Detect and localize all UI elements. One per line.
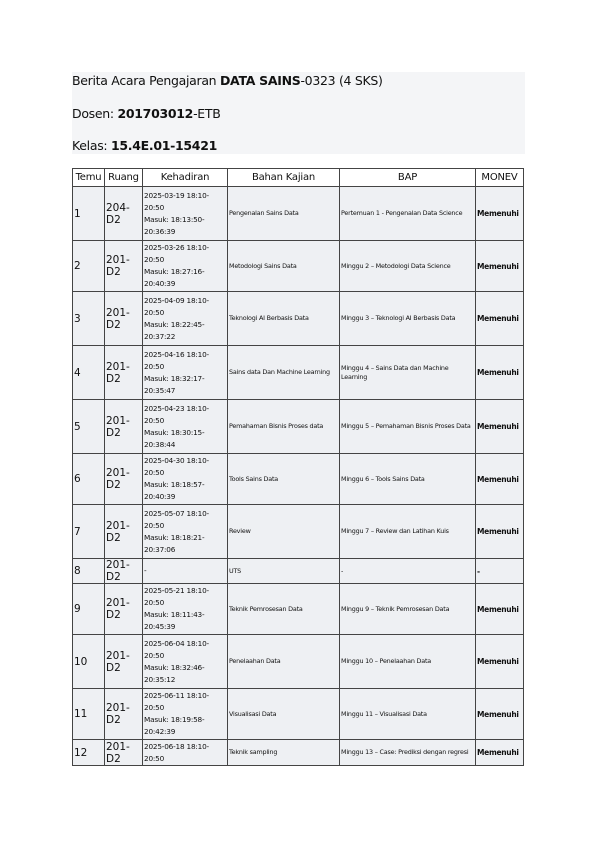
cell-temu: 11 bbox=[73, 689, 105, 740]
dosen-label: Dosen: bbox=[72, 106, 118, 121]
cell-bahan-kajian: Pengenalan Sains Data bbox=[228, 187, 340, 241]
table-header bbox=[73, 169, 524, 187]
cell-ruang: 201-D2 bbox=[105, 740, 143, 766]
cell-ruang: 201-D2 bbox=[105, 454, 143, 505]
cell-monev: Memenuhi bbox=[476, 635, 524, 689]
cell-temu: 3 bbox=[73, 292, 105, 346]
cell-ruang: 201-D2 bbox=[105, 635, 143, 689]
table-row bbox=[73, 689, 524, 740]
cell-kehadiran: - bbox=[143, 559, 228, 584]
document-title bbox=[72, 73, 383, 89]
cell-bap: - bbox=[340, 559, 476, 584]
table-row bbox=[73, 292, 524, 346]
course-name: DATA SAINS bbox=[219, 73, 301, 88]
table-row bbox=[73, 559, 524, 584]
cell-bap: Minggu 6 – Tools Sains Data bbox=[340, 454, 476, 505]
table-row bbox=[73, 635, 524, 689]
dosen-id: 201703012 bbox=[117, 106, 194, 121]
cell-ruang: 201-D2 bbox=[105, 505, 143, 559]
cell-bahan-kajian: Pemahaman Bisnis Proses data bbox=[228, 400, 340, 454]
cell-bap: Minggu 5 – Pemahaman Bisnis Proses Data bbox=[340, 400, 476, 454]
cell-kehadiran: 2025-06-04 18:10-20:50 Masuk: 18:32:46-20:35:12 bbox=[143, 635, 228, 689]
cell-kehadiran: 2025-04-16 18:10-20:50 Masuk: 18:32:17-20:35:47 bbox=[143, 346, 228, 400]
cell-temu: 2 bbox=[73, 241, 105, 292]
cell-bahan-kajian: Penelaahan Data bbox=[228, 635, 340, 689]
cell-temu: 5 bbox=[73, 400, 105, 454]
cell-monev: Memenuhi bbox=[476, 584, 524, 635]
cell-bahan-kajian: UTS bbox=[228, 559, 340, 584]
cell-ruang: 201-D2 bbox=[105, 241, 143, 292]
col-monev: MONEV bbox=[476, 169, 524, 187]
table-row bbox=[73, 241, 524, 292]
bap-table bbox=[72, 168, 524, 766]
dosen-line bbox=[72, 106, 220, 122]
cell-bahan-kajian: Visualisasi Data bbox=[228, 689, 340, 740]
table-row bbox=[73, 584, 524, 635]
table-row bbox=[73, 740, 524, 766]
cell-bahan-kajian: Teknologi AI Berbasis Data bbox=[228, 292, 340, 346]
cell-ruang: 201-D2 bbox=[105, 400, 143, 454]
col-bahan-kajian: Bahan Kajian bbox=[228, 169, 340, 187]
course-code-sks: -0323 (4 SKS) bbox=[300, 73, 383, 88]
cell-bap: Minggu 7 – Review dan Latihan Kuis bbox=[340, 505, 476, 559]
cell-kehadiran: 2025-04-09 18:10-20:50 Masuk: 18:22:45-20:37:22 bbox=[143, 292, 228, 346]
cell-bahan-kajian: Tools Sains Data bbox=[228, 454, 340, 505]
cell-ruang: 204-D2 bbox=[105, 187, 143, 241]
cell-bap: Pertemuan 1 - Pengenalan Data Science bbox=[340, 187, 476, 241]
cell-bap: Minggu 4 – Sains Data dan Machine Learning bbox=[340, 346, 476, 400]
table-row bbox=[73, 187, 524, 241]
cell-monev: Memenuhi bbox=[476, 292, 524, 346]
cell-bahan-kajian: Review bbox=[228, 505, 340, 559]
cell-monev: Memenuhi bbox=[476, 346, 524, 400]
cell-monev: Memenuhi bbox=[476, 505, 524, 559]
cell-bap: Minggu 11 – Visualisasi Data bbox=[340, 689, 476, 740]
cell-bap: Minggu 10 – Penelaahan Data bbox=[340, 635, 476, 689]
cell-ruang: 201-D2 bbox=[105, 559, 143, 584]
cell-temu: 7 bbox=[73, 505, 105, 559]
table-row bbox=[73, 505, 524, 559]
cell-ruang: 201-D2 bbox=[105, 292, 143, 346]
cell-kehadiran: 2025-03-19 18:10-20:50 Masuk: 18:13:50-20:36:39 bbox=[143, 187, 228, 241]
cell-monev: - bbox=[476, 559, 524, 584]
kelas-value: 15.4E.01-15421 bbox=[111, 138, 217, 153]
cell-monev: Memenuhi bbox=[476, 689, 524, 740]
cell-kehadiran: 2025-03-26 18:10-20:50 Masuk: 18:27:16-20:40:39 bbox=[143, 241, 228, 292]
cell-temu: 12 bbox=[73, 740, 105, 766]
table-row bbox=[73, 400, 524, 454]
kelas-label: Kelas: bbox=[72, 138, 111, 153]
col-ruang: Ruang bbox=[105, 169, 143, 187]
cell-monev: Memenuhi bbox=[476, 740, 524, 766]
header-row bbox=[73, 169, 524, 187]
cell-kehadiran: 2025-05-21 18:10-20:50 Masuk: 18:11:43-20:45:39 bbox=[143, 584, 228, 635]
cell-temu: 6 bbox=[73, 454, 105, 505]
table-row bbox=[73, 454, 524, 505]
cell-monev: Memenuhi bbox=[476, 187, 524, 241]
kelas-line bbox=[72, 138, 217, 154]
cell-temu: 8 bbox=[73, 559, 105, 584]
cell-monev: Memenuhi bbox=[476, 241, 524, 292]
cell-bahan-kajian: Sains data Dan Machine Learning bbox=[228, 346, 340, 400]
cell-bap: Minggu 2 – Metodologi Data Science bbox=[340, 241, 476, 292]
title-prefix: Berita Acara Pengajaran bbox=[72, 73, 220, 88]
cell-monev: Memenuhi bbox=[476, 454, 524, 505]
table-body bbox=[73, 187, 524, 766]
cell-bahan-kajian: Teknik Pemrosesan Data bbox=[228, 584, 340, 635]
cell-bap: Minggu 9 – Teknik Pemrosesan Data bbox=[340, 584, 476, 635]
cell-bahan-kajian: Metodologi Sains Data bbox=[228, 241, 340, 292]
cell-bahan-kajian: Teknik sampling bbox=[228, 740, 340, 766]
cell-ruang: 201-D2 bbox=[105, 346, 143, 400]
col-temu: Temu bbox=[73, 169, 105, 187]
cell-ruang: 201-D2 bbox=[105, 689, 143, 740]
dosen-suffix: -ETB bbox=[193, 106, 221, 121]
cell-temu: 4 bbox=[73, 346, 105, 400]
table-row bbox=[73, 346, 524, 400]
cell-bap: Minggu 13 – Case: Prediksi dengan regresi bbox=[340, 740, 476, 766]
cell-temu: 1 bbox=[73, 187, 105, 241]
col-bap: BAP bbox=[340, 169, 476, 187]
col-kehadiran: Kehadiran bbox=[143, 169, 228, 187]
cell-kehadiran: 2025-04-30 18:10-20:50 Masuk: 18:18:57-20:40:39 bbox=[143, 454, 228, 505]
cell-monev: Memenuhi bbox=[476, 400, 524, 454]
cell-temu: 10 bbox=[73, 635, 105, 689]
cell-kehadiran: 2025-04-23 18:10-20:50 Masuk: 18:30:15-20:38:44 bbox=[143, 400, 228, 454]
cell-bap: Minggu 3 – Teknologi AI Berbasis Data bbox=[340, 292, 476, 346]
cell-kehadiran: 2025-06-18 18:10-20:50 bbox=[143, 740, 228, 766]
cell-ruang: 201-D2 bbox=[105, 584, 143, 635]
cell-kehadiran: 2025-05-07 18:10-20:50 Masuk: 18:18:21-20:37:06 bbox=[143, 505, 228, 559]
cell-kehadiran: 2025-06-11 18:10-20:50 Masuk: 18:19:58-20:42:39 bbox=[143, 689, 228, 740]
cell-temu: 9 bbox=[73, 584, 105, 635]
